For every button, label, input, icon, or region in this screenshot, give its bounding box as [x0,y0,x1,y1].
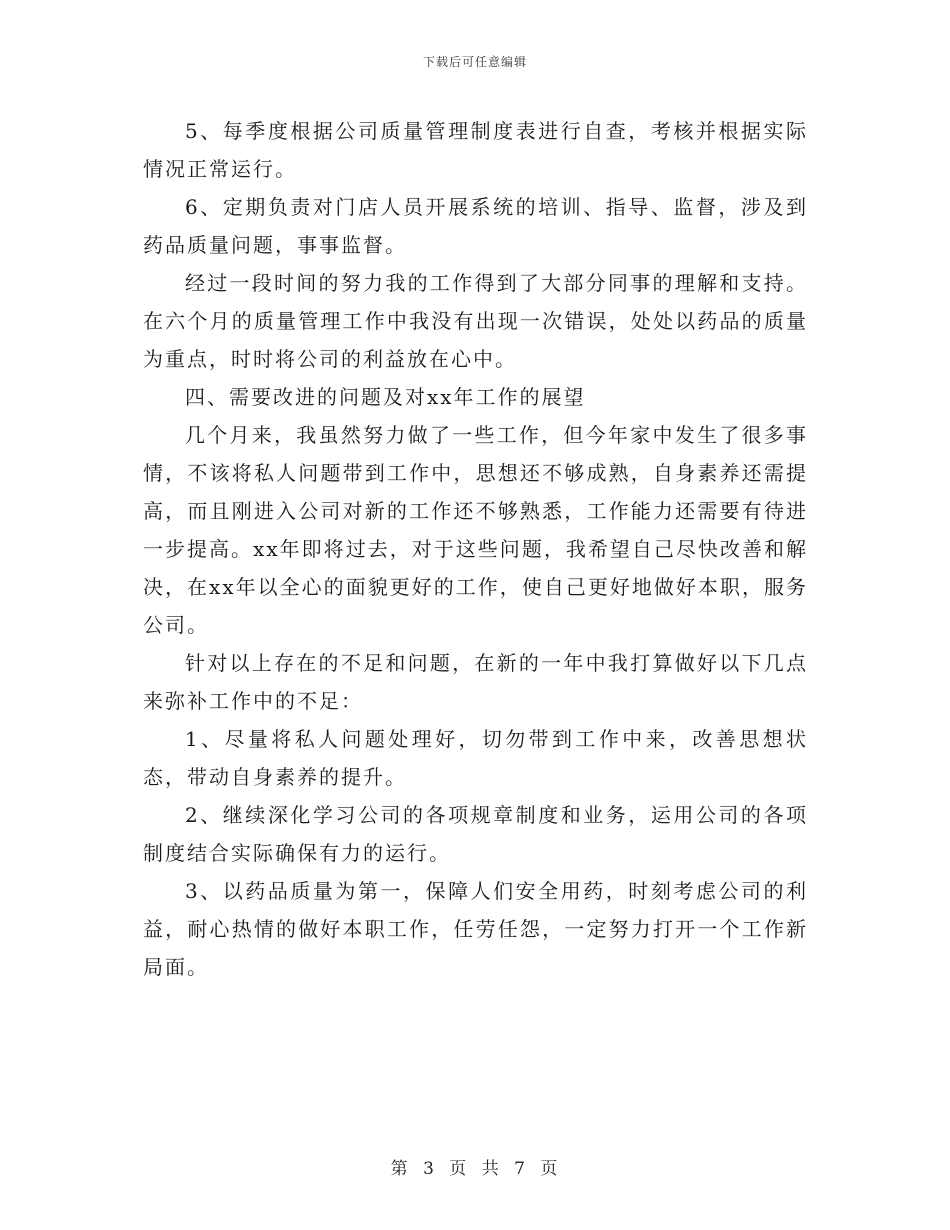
document-body [143,112,808,986]
paragraph-item-6: 6、定期负责对门店人员开展系统的培训、指导、监督，涉及到药品质量问题，事事监督。 [143,195,808,257]
page-header: 下载后可任意编辑 [422,55,527,69]
paragraph-plan-intro: 针对以上存在的不足和问题，在新的一年中我打算做好以下几点来弥补工作中的不足： [143,651,808,713]
page-number: 第 3 页 共 7 页 [390,1159,560,1179]
plan-item-3: 3、以药品质量为第一，保障人们安全用药，时刻考虑公司的利益，耐心热情的做好本职工作，任劳任怨，一定努力打开一个工作新局面。 [143,879,808,979]
plan-item-2: 2、继续深化学习公司的各项规章制度和业务，运用公司的各项制度结合实际确保有力的运行。 [143,803,808,865]
paragraph-reflection: 几个月来，我虽然努力做了一些工作，但今年家中发生了很多事情，不该将私人问题带到工作中，思想还不够成熟，自身素养还需提高，而且刚进入公司对新的工作还不够熟悉，工作能力还需要有待进一步提高。xx年即将过去，对于这些问题，我希望自己尽快改善和解决，在xx年以全心的面貌更好的工作，使自己更好地做好本职，服务公司。 [143,423,808,637]
section-heading-4: 四、需要改进的问题及对xx年工作的展望 [185,385,586,409]
paragraph-summary: 经过一段时间的努力我的工作得到了大部分同事的理解和支持。在六个月的质量管理工作中我没有出现一次错误，处处以药品的质量为重点，时时将公司的利益放在心中。 [143,271,808,371]
plan-item-1: 1、尽量将私人问题处理好，切勿带到工作中来，改善思想状态，带动自身素养的提升。 [143,727,808,789]
paragraph-item-5: 5、每季度根据公司质量管理制度表进行自查，考核并根据实际情况正常运行。 [143,119,808,181]
